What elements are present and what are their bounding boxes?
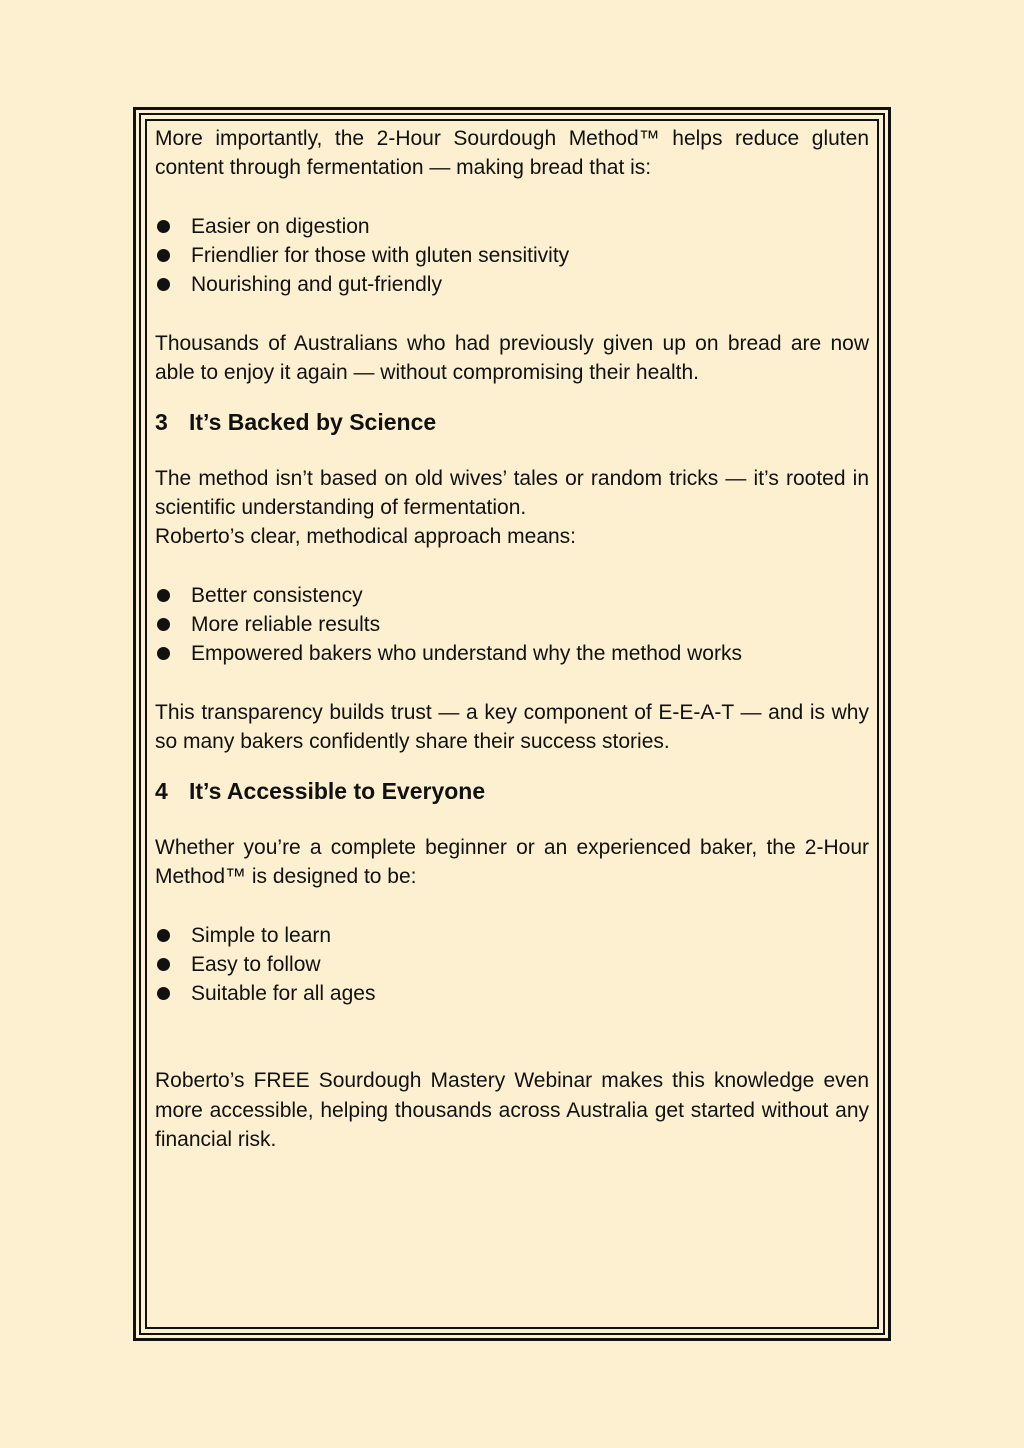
- list-item-text: Easier on digestion: [191, 214, 370, 238]
- list-item: [155, 979, 869, 1008]
- section-3-heading: [155, 406, 869, 438]
- section-3-paragraph: The method isn’t based on old wives’ tales or random tricks — it’s rooted in scientific understanding of fermentation.: [155, 466, 869, 519]
- section-number: 3: [155, 408, 168, 435]
- list-item: [155, 610, 869, 639]
- bullet-icon: [157, 278, 170, 291]
- list-item-text: Friendlier for those with gluten sensitivity: [191, 244, 570, 268]
- bullet-icon: [157, 220, 170, 233]
- list-item: [155, 212, 869, 241]
- intro-closing-paragraph: Thousands of Australians who had previously given up on bread are now able to enjoy it again — without compromising their health.: [155, 332, 869, 385]
- section-title: It’s Backed by Science: [189, 408, 437, 435]
- bullet-icon: [157, 929, 170, 942]
- list-item: [155, 581, 869, 610]
- section-4-closing-paragraph: Roberto’s FREE Sourdough Mastery Webinar makes this knowledge even more accessible, helping thousands across Australia get started without any financial risk.: [155, 1069, 869, 1152]
- section-3-closing-paragraph: This transparency builds trust — a key component of E-E-A-T — and is why so many bakers confidently share their success stories.: [155, 701, 869, 754]
- list-item-text: Empowered bakers who understand why the method works: [191, 642, 742, 666]
- document-body: [155, 124, 869, 1154]
- bullet-icon: [157, 958, 170, 971]
- section-number: 4: [155, 777, 168, 804]
- bullet-icon: [157, 987, 170, 1000]
- list-item: [155, 921, 869, 950]
- intro-bullet-list: [155, 212, 869, 300]
- list-item: [155, 270, 869, 299]
- bullet-icon: [157, 618, 170, 631]
- list-item-text: More reliable results: [191, 613, 381, 637]
- list-item: [155, 241, 869, 270]
- list-item: [155, 639, 869, 668]
- intro-paragraph: More importantly, the 2-Hour Sourdough Method™ helps reduce gluten content through fermentation — making bread that is:: [155, 127, 869, 180]
- section-title: It’s Accessible to Everyone: [189, 777, 486, 804]
- section-3-paragraph-2: Roberto’s clear, methodical approach means:: [155, 525, 577, 549]
- bullet-icon: [157, 589, 170, 602]
- bullet-icon: [157, 249, 170, 262]
- list-item-text: Better consistency: [191, 583, 363, 607]
- list-item-text: Easy to follow: [191, 952, 321, 976]
- section-4-heading: [155, 775, 869, 807]
- list-item-text: Nourishing and gut-friendly: [191, 273, 442, 297]
- section-4-bullet-list: [155, 921, 869, 1009]
- section-3-bullet-list: [155, 581, 869, 669]
- list-item-text: Suitable for all ages: [191, 982, 376, 1006]
- list-item: [155, 950, 869, 979]
- bullet-icon: [157, 647, 170, 660]
- list-item-text: Simple to learn: [191, 923, 332, 947]
- section-4-paragraph: Whether you’re a complete beginner or an experienced baker, the 2-Hour Method™ is designed to be:: [155, 835, 869, 888]
